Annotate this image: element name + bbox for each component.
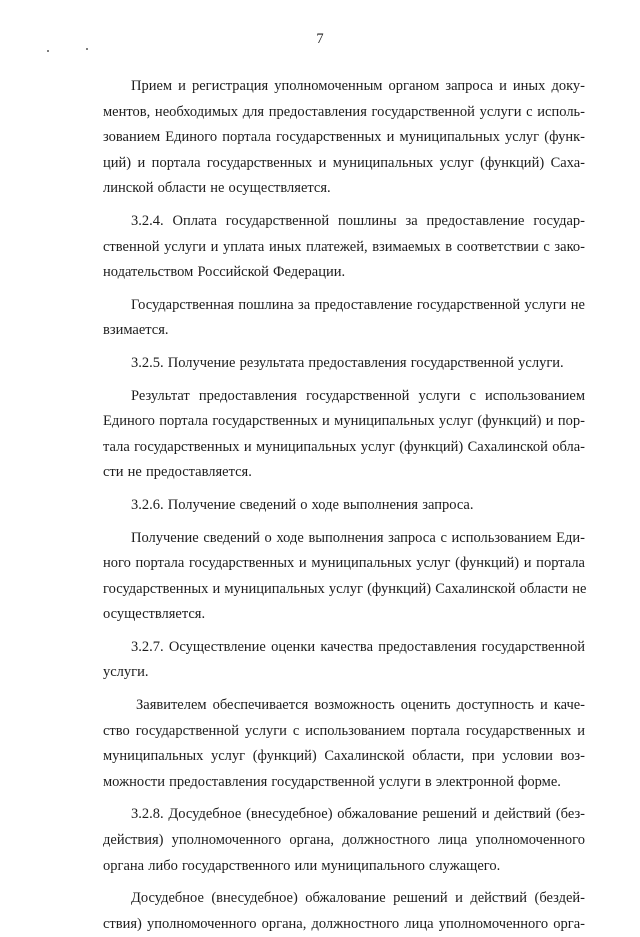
paragraph-registration [103, 74, 585, 202]
text-line: действия) уполномоченного органа, должностного лица уполномоченного [103, 832, 585, 849]
text-line: Государственная пошлина за предоставление государственной услуги не [131, 296, 585, 313]
paragraph-quality-assessment [103, 693, 585, 795]
scan-speck [47, 50, 49, 52]
text-line: ментов, необходимых для предоставления государственной услуги с исполь- [103, 103, 585, 120]
text-line: муниципальных услуг (функций) Сахалинской области, при условии воз- [103, 748, 585, 765]
text-line: 3.2.7. Осуществление оценки качества предоставления государственной [131, 638, 585, 655]
text-line: тала государственных и муниципальных услуг (функций) Сахалинской обла- [103, 438, 585, 455]
text-line: Получение сведений о ходе выполнения запроса с использованием Еди- [131, 529, 585, 546]
text-line: Результат предоставления государственной услуги с использованием [131, 387, 585, 404]
text-line: Заявителем обеспечивается возможность оценить доступность и каче- [136, 697, 585, 714]
paragraph-state-fee [103, 293, 585, 344]
page-number: 7 [316, 31, 324, 47]
text-line: органа либо государственного или муниципального служащего. [103, 857, 501, 874]
text-line: услуги. [103, 664, 149, 681]
text-line: взимается. [103, 322, 169, 339]
text-line: Досудебное (внесудебное) обжалование решений и действий (бездей- [131, 890, 585, 907]
text-line: 3.2.8. Досудебное (внесудебное) обжалование решений и действий (без- [131, 806, 585, 823]
paragraph-result [103, 384, 585, 486]
paragraph-3-2-7 [103, 635, 585, 686]
text-line: можности предоставления государственной услуги в электронной форме. [103, 773, 561, 790]
text-line: зованием Единого портала государственных и муниципальных услуг (функ- [103, 129, 585, 146]
paragraph-appeal [103, 886, 585, 937]
paragraph-3-2-5 [103, 351, 585, 377]
text-line: осуществляется. [103, 606, 206, 623]
text-line: ствия) уполномоченного органа, должностного лица уполномоченного орга- [103, 915, 585, 932]
text-line: 3.2.6. Получение сведений о ходе выполнения запроса. [131, 496, 474, 513]
paragraph-status-info [103, 526, 585, 628]
text-line: государственных и муниципальных услуг (функций) Сахалинской области не [103, 580, 587, 597]
text-line: ственной услуги и уплата иных платежей, взимаемых в соответствии с зако- [103, 238, 585, 255]
paragraph-3-2-4 [103, 209, 585, 286]
text-line: ство государственной услуги с использованием портала государственных и [103, 722, 585, 739]
text-line: 3.2.5. Получение результата предоставления государственной услуги. [131, 354, 564, 371]
text-line: 3.2.4. Оплата государственной пошлины за предоставление государ- [131, 212, 585, 229]
text-line: Единого портала государственных и муниципальных услуг (функций) и пор- [103, 413, 585, 430]
text-line: ций) и портала государственных и муниципальных услуг (функций) Саха- [103, 154, 585, 171]
text-line: нодательством Российской Федерации. [103, 264, 346, 281]
document-body [103, 74, 585, 937]
text-line: ного портала государственных и муниципальных услуг (функций) и портала [103, 555, 585, 572]
text-line: Прием и регистрация уполномоченным органом запроса и иных доку- [131, 78, 585, 94]
scan-speck [86, 48, 88, 50]
paragraph-3-2-8 [103, 802, 585, 879]
text-line: сти не предоставляется. [103, 464, 252, 481]
text-line: линской области не осуществляется. [103, 180, 331, 197]
paragraph-3-2-6 [103, 493, 585, 519]
